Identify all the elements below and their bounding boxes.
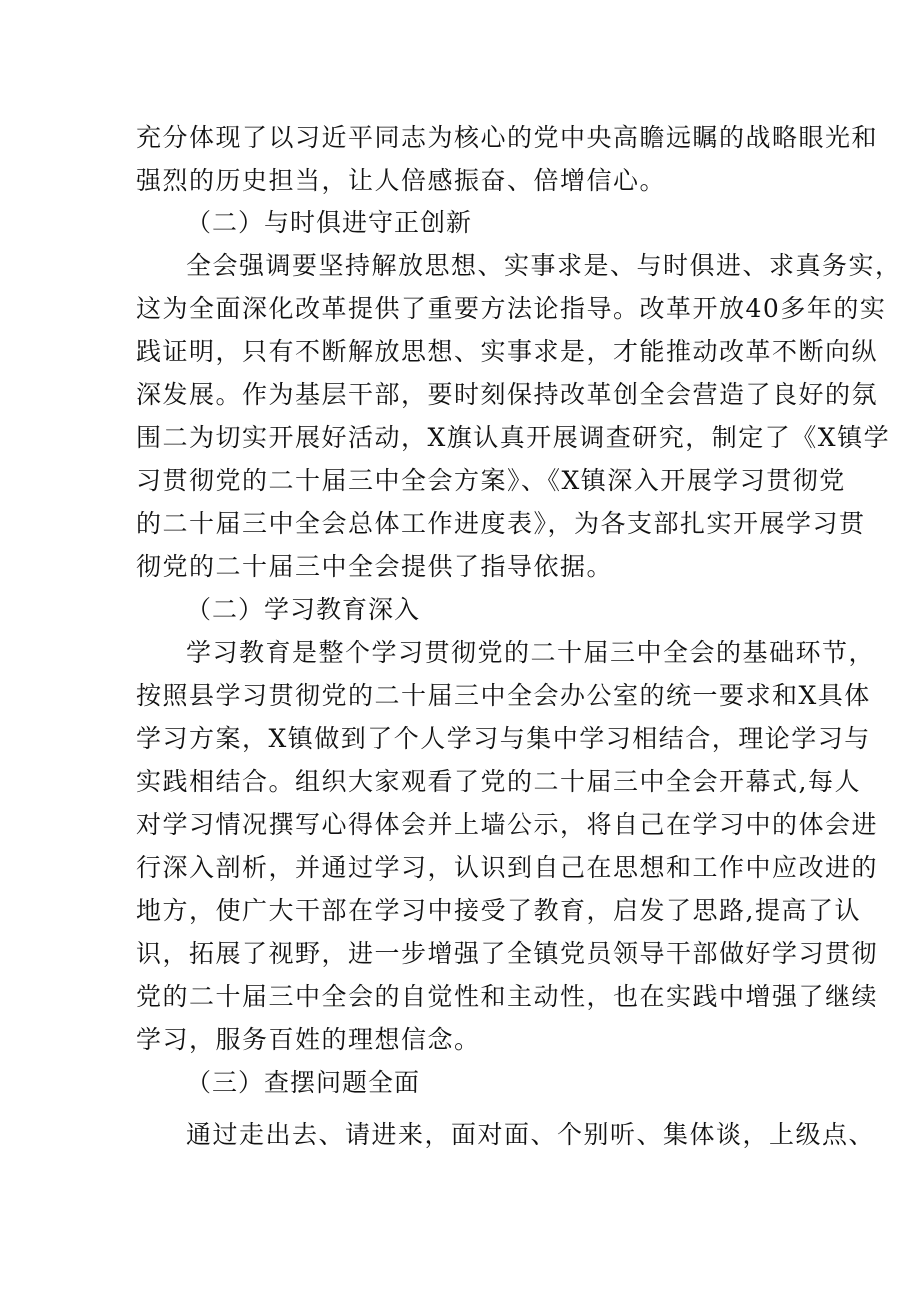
section-heading-xue-xi-jiao-yu: （二）学习教育深入 — [186, 595, 421, 624]
body-line-5: 这为全面深化改革提供了重要方法论指导。改革开放40多年的实 — [136, 294, 887, 323]
body-line-1: 充分体现了以习近平同志为核心的党中央高瞻远瞩的战略眼光和 — [136, 123, 879, 152]
paragraph-first-line: 通过走出去、请进来，面对面、个别听、集体谈，上级点、 — [186, 1120, 876, 1149]
body-line-15: 学习方案，X镇做到了个人学习与集中学习相结合，理论学习与 — [136, 724, 871, 753]
body-line-22: 学习，服务百姓的理想信念。 — [136, 1025, 481, 1054]
body-line-6: 践证明，只有不断解放思想、实事求是，才能推动改革不断向纵 — [136, 337, 879, 366]
body-line-2: 强烈的历史担当，让人倍感振奋、倍增信心。 — [136, 166, 667, 195]
body-line-10: 的二十届三中全会总体工作进度表》，为各支部扎实开展学习贯 — [136, 509, 866, 538]
body-line-14: 按照县学习贯彻党的二十届三中全会办公室的统一要求和X具体 — [136, 681, 871, 710]
body-line-9: 习贯彻党的二十届三中全会方案》、《X镇深入开展学习贯彻党 — [136, 466, 846, 495]
body-line-21: 党的二十届三中全会的自觉性和主动性，也在实践中增强了继续 — [136, 982, 879, 1011]
body-line-19: 地方，使广大干部在学习中接受了教育，启发了思路,提高了认 — [136, 896, 861, 925]
body-line-16: 实践相结合。组织大家观看了党的二十届三中全会开幕式,每人 — [136, 767, 861, 796]
paragraph-first-line: 学习教育是整个学习贯彻党的二十届三中全会的基础环节， — [186, 638, 876, 667]
body-line-18: 行深入剖析，并通过学习，认识到自己在思想和工作中应改进的 — [136, 853, 879, 882]
paragraph-first-line: 全会强调要坚持解放思想、实事求是、与时俱进、求真务实， — [186, 251, 902, 280]
body-line-8: 围二为切实开展好活动，X旗认真开展调查研究，制定了《X镇学 — [136, 423, 891, 452]
body-line-11: 彻党的二十届三中全会提供了指导依据。 — [136, 552, 614, 581]
body-line-20: 识，拓展了视野，进一步增强了全镇党员领导干部做好学习贯彻 — [136, 939, 879, 968]
section-heading-cha-bai-wen-ti: （三）查摆问题全面 — [186, 1068, 421, 1097]
body-line-17: 对学习情况撰写心得体会并上墙公示，将自己在学习中的体会进 — [136, 810, 879, 839]
body-line-7: 深发展。作为基层干部，要时刻保持改革创全会营造了良好的氛 — [136, 380, 879, 409]
section-heading-yu-shi-ju-jin: （二）与时俱进守正创新 — [186, 208, 473, 237]
